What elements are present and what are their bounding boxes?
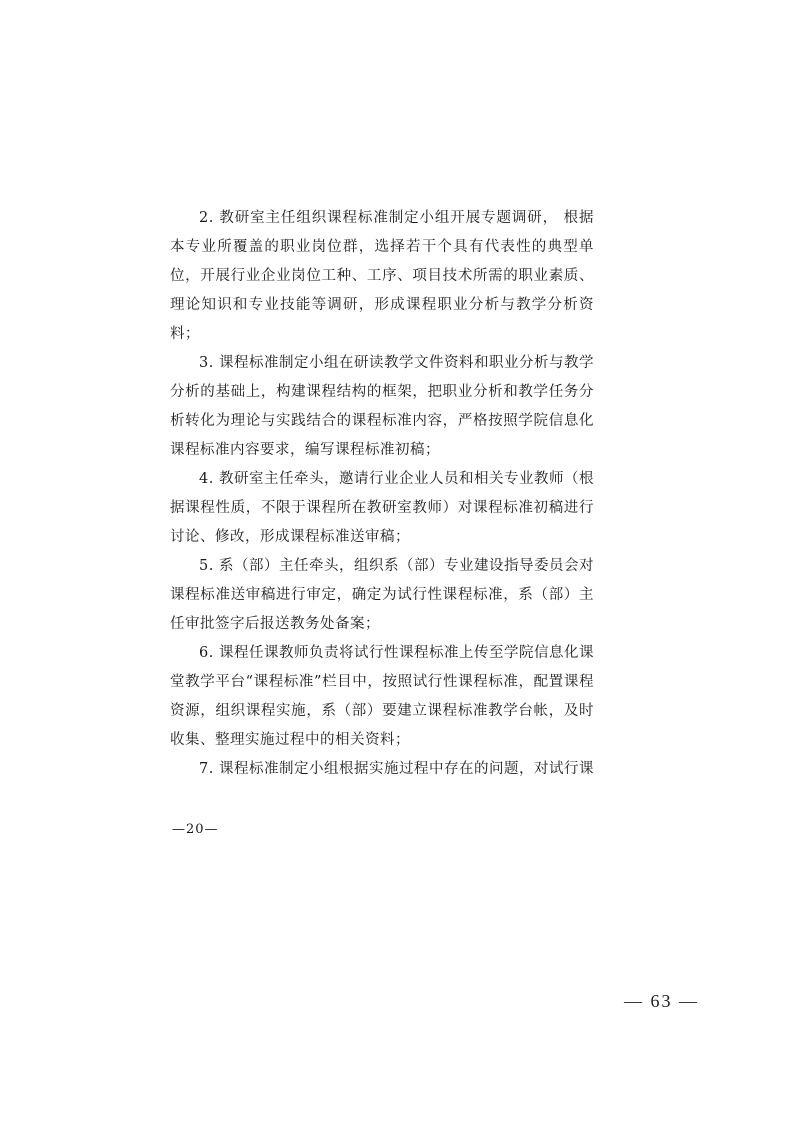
paragraph-step-5: 5. 系（部）主任牵头，组织系（部）专业建设指导委员会对课程标准送审稿进行审定，确定为试行性课程标准，系（部）主任审批签字后报送教务处备案； — [170, 558, 594, 632]
paragraph-step-3: 3. 课程标准制定小组在研读教学文件资料和职业分析与教学分析的基础上，构建课程结构的框架，把职业分析和教学任务分析转化为理论与实践结合的课程标准内容，严格按照学院信息化课程标准内容要求，编写课程标准初稿； — [170, 355, 594, 458]
document-body — [170, 204, 594, 784]
paragraph-step-6: 6. 课程任课教师负责将试行性课程标准上传至学院信息化课堂教学平台“课程标准”栏目中，按照试行性课程标准，配置课程资源，组织课程实施，系（部）要建立课程标准教学台帐，及时收集、整理实施过程中的相关资料； — [170, 645, 594, 748]
inner-page-number: —20— — [172, 822, 219, 837]
paragraph-step-4: 4. 教研室主任牵头，邀请行业企业人员和相关专业教师（根据课程性质，不限于课程所在教研室教师）对课程标准初稿进行讨论、修改，形成课程标准送审稿； — [170, 471, 594, 545]
paragraph-step-7: 7. 课程标准制定小组根据实施过程中存在的问题，对试行课 — [199, 761, 594, 777]
paragraph-step-2: 2. 教研室主任组织课程标准制定小组开展专题调研， 根据本专业所覆盖的职业岗位群，选择若干个具有代表性的典型单位，开展行业企业岗位工种、工序、项目技术所需的职业素质、理论知识和专业技能等调研，形成课程职业分析与教学分析资料； — [170, 210, 594, 342]
outer-page-number: — 63 — — [624, 991, 699, 1011]
